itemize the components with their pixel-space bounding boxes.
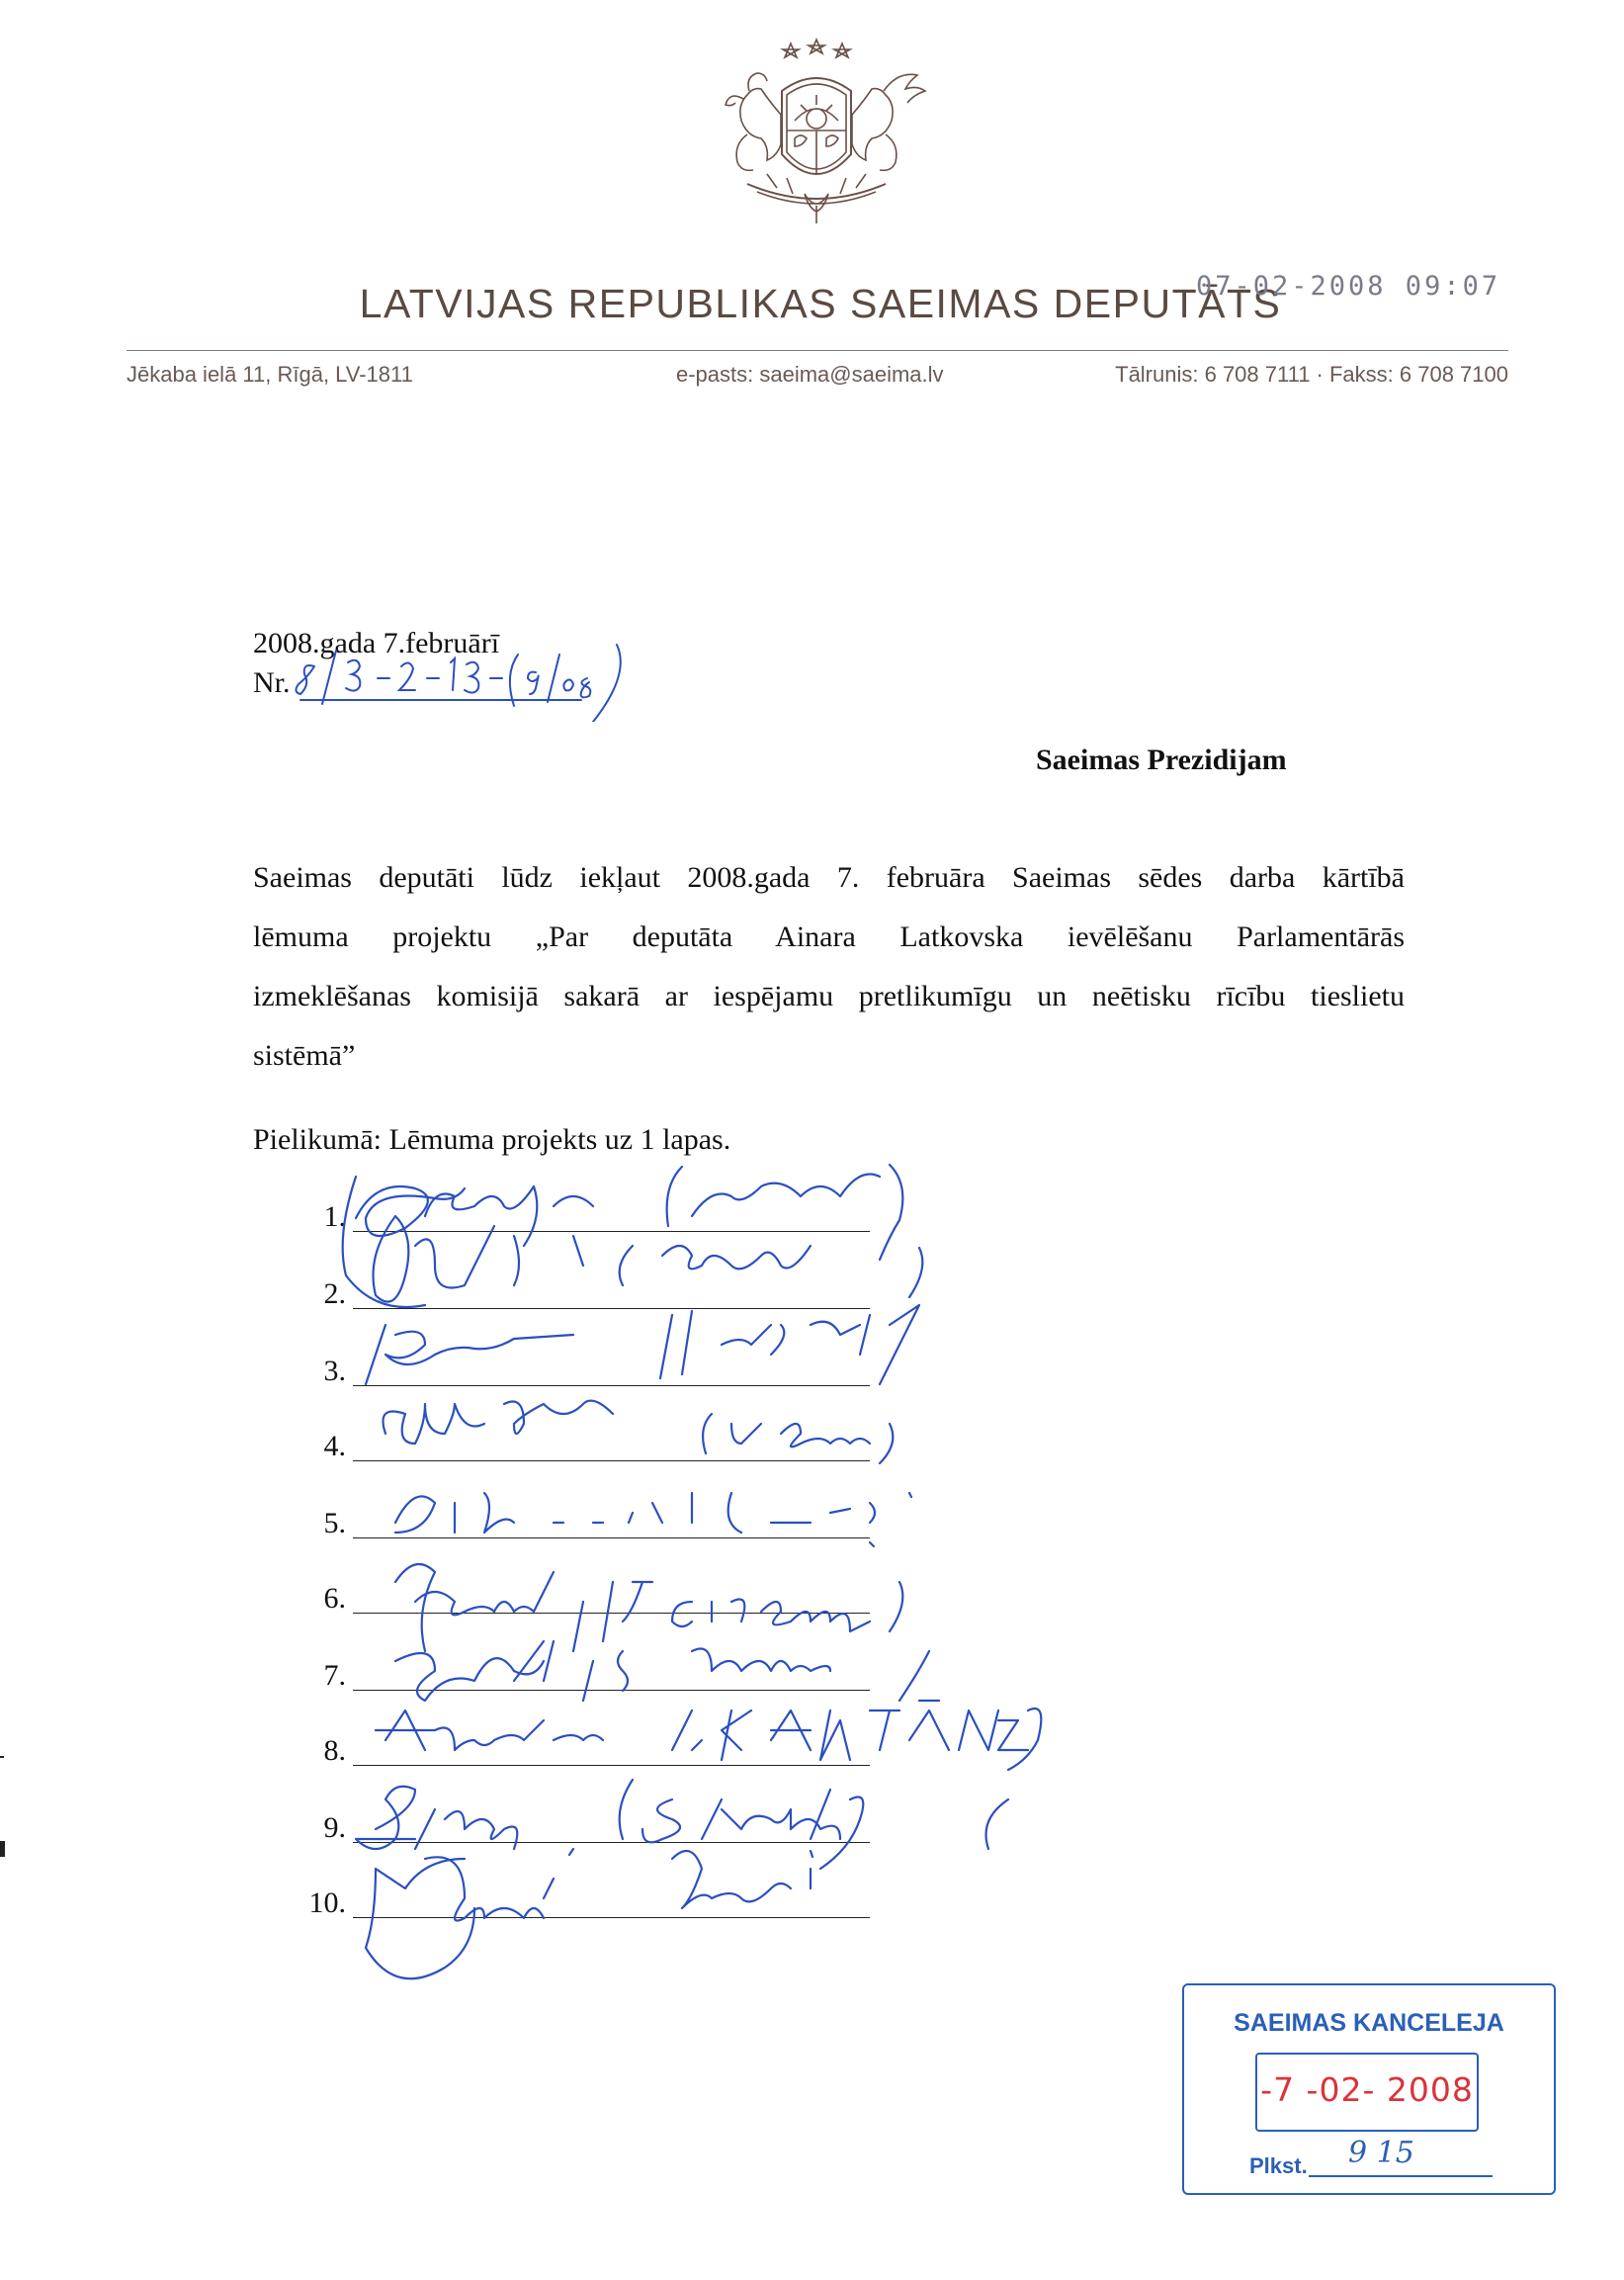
signature-number: 4.: [323, 1430, 346, 1462]
letter-body-line: lēmuma projektu „Par deputāta Ainara Latkovska ievēlēšanu Parlamentārās: [253, 921, 1405, 953]
letterhead-email: e-pasts: saeima@saeima.lv: [676, 362, 944, 387]
scan-margin-mark: [0, 1756, 4, 1758]
letter-body-line: izmeklēšanas komisijā sakarā ar iespējamu pretlikumīgu un neētisku rīcību tieslietu: [253, 980, 1405, 1012]
office-stamp-time-handwritten: 9 15: [1348, 2136, 1414, 2170]
signature-line: [297, 1653, 870, 1693]
office-stamp-time-rule: [1309, 2175, 1493, 2177]
signature-line: [297, 1501, 870, 1540]
signature-rule: [353, 1613, 870, 1615]
signature-number: 2.: [323, 1277, 346, 1310]
letter-number-handwritten: [293, 633, 648, 722]
signature-line: [297, 1194, 870, 1234]
signature-line: [297, 1805, 870, 1845]
recipient: Saeimas Prezidijam: [1036, 744, 1287, 776]
attachment-note: Pielikumā: Lēmuma projekts uz 1 lapas.: [253, 1123, 731, 1156]
signature-line: [297, 1272, 870, 1311]
signature-line: [297, 1728, 870, 1768]
office-stamp-title: SAEIMAS KANCELEJA: [1234, 2009, 1504, 2037]
letterhead-title: LATVIJAS REPUBLIKAS SAEIMAS DEPUTĀTS: [359, 281, 1282, 326]
office-stamp-date-box: [1255, 2053, 1479, 2132]
signature-number: 7.: [323, 1659, 346, 1692]
signature-rule: [353, 1690, 870, 1692]
signature-line: [297, 1349, 870, 1388]
signature-number: 10.: [308, 1886, 346, 1919]
signature-rule: [353, 1917, 870, 1919]
letter-body: [253, 848, 1405, 1086]
signature-number: 8.: [323, 1734, 346, 1767]
letter-number-label: Nr.: [253, 666, 291, 699]
signature-rule: [353, 1537, 870, 1539]
signature-rule: [353, 1842, 870, 1844]
signature-rule: [353, 1765, 870, 1767]
letter-body-line: Saeimas deputāti lūdz iekļaut 2008.gada 7. februāra Saeimas sēdes darba kārtībā: [253, 861, 1405, 894]
signature-line: [297, 1576, 870, 1616]
letter-date: 2008.gada 7.februārī: [253, 627, 500, 659]
signature-line: [297, 1424, 870, 1463]
office-stamp-date: -7 -02- 2008: [1260, 2070, 1474, 2109]
signature-number: 9.: [323, 1811, 346, 1844]
signature-rule: [353, 1231, 870, 1233]
coat-of-arms-emblem: [688, 36, 945, 243]
signature-rule: [353, 1460, 870, 1462]
letterhead-address: Jēkaba ielā 11, Rīgā, LV-1811: [127, 362, 413, 387]
signature-rule: [353, 1308, 870, 1310]
signature-number: 5.: [323, 1507, 346, 1539]
received-time-stamp: 07-02-2008 09:07: [1196, 271, 1501, 302]
letterhead-divider: [127, 350, 1508, 351]
signature-number: 3.: [323, 1355, 346, 1387]
signature-number: 1.: [323, 1200, 346, 1233]
office-received-stamp: [1182, 1983, 1556, 2195]
signature-line: [297, 1881, 870, 1920]
office-stamp-time-label: Plkst.: [1249, 2153, 1308, 2178]
signature-rule: [353, 1385, 870, 1387]
letterhead-phone-fax: Tālrunis: 6 708 7111 · Fakss: 6 708 7100: [1115, 362, 1508, 387]
signature-number: 6.: [323, 1582, 346, 1615]
letter-body-line: sistēmā”: [253, 1039, 356, 1072]
scan-margin-mark: [0, 1841, 5, 1857]
